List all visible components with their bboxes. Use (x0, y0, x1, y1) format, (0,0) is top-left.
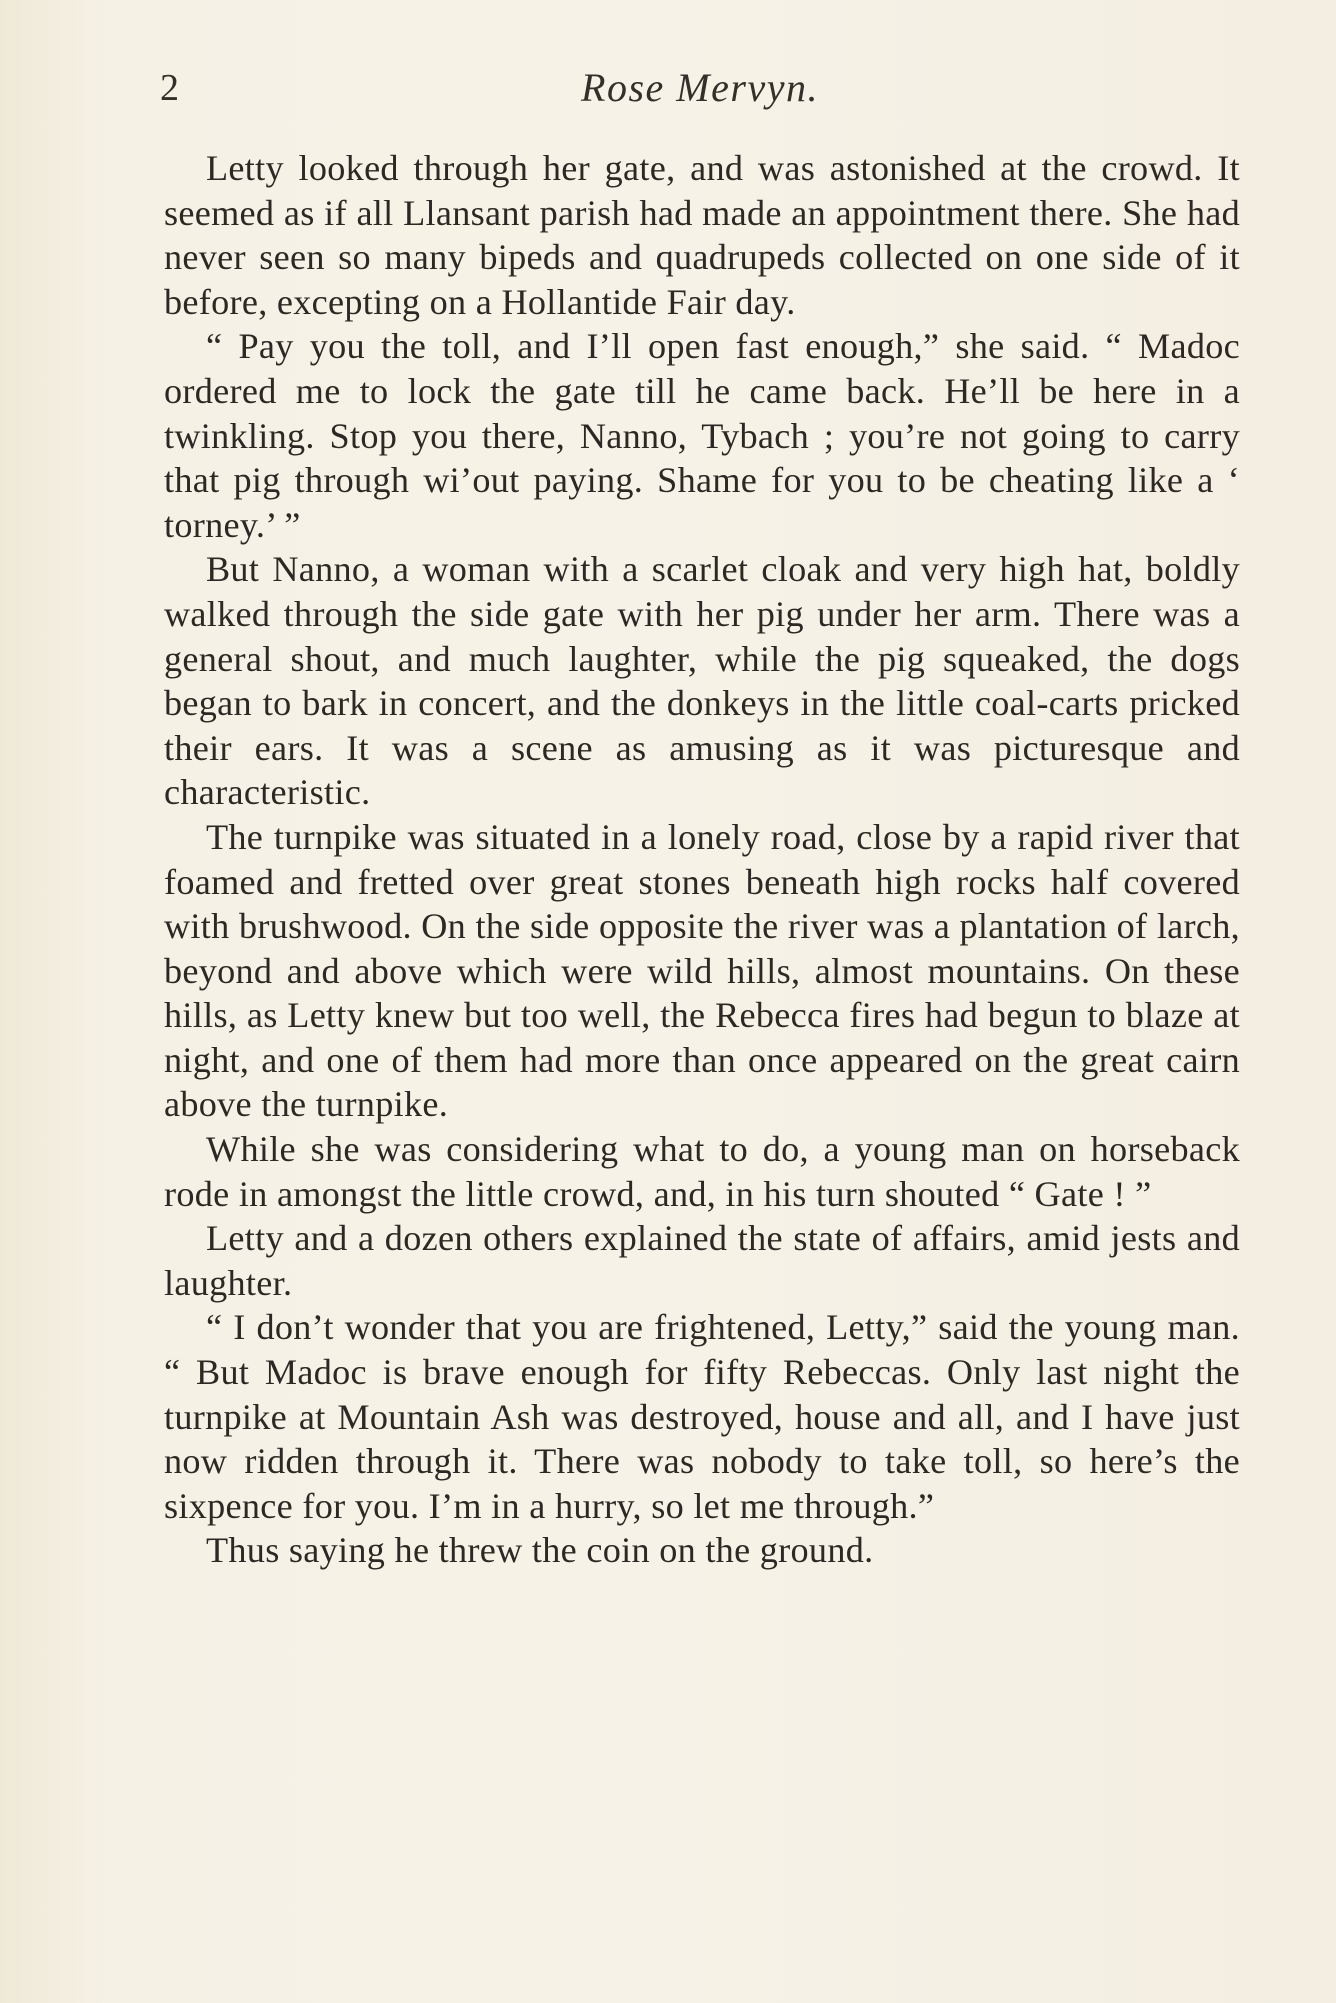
paragraph: While she was considering what to do, a young man on horseback rode in amongst the little crowd, and, in his turn shouted “ Gate ! ” (164, 1129, 1240, 1214)
paragraph: “ I don’t wonder that you are frightened, Letty,” said the young man. “ But Madoc is brave enough for fifty Rebeccas. Only last night the turnpike at Mountain Ash was destroyed, house and all, and I have just now ridden through it. There was nobody to take toll, so here’s the sixpence for you. I’m in a hurry, so let me through.” (164, 1307, 1240, 1526)
page-number: 2 (160, 67, 179, 109)
paragraph: Letty looked through her gate, and was astonished at the crowd. It seemed as if all Llansant parish had made an appointment there. She had never seen so many bipeds and quadrupeds collected on one side of it before, excepting on a Hollantide Fair day. (164, 148, 1240, 322)
paragraph: “ Pay you the toll, and I’ll open fast enough,” she said. “ Madoc ordered me to lock the gate till he came back. He’ll be here in a twinkling. Stop you there, Nanno, Tybach ; you’re not going to carry that pig through wi’out paying. Shame for you to be cheating like a ‘ torney.’ ” (164, 326, 1240, 545)
running-title: Rose Mervyn. (581, 65, 819, 110)
body-text (164, 146, 1240, 1573)
paragraph: Thus saying he threw the coin on the ground. (206, 1530, 874, 1571)
running-head (160, 58, 1240, 118)
paragraph: Letty and a dozen others explained the state of affairs, amid jests and laughter. (164, 1218, 1240, 1303)
paragraph: The turnpike was situated in a lonely road, close by a rapid river that foamed and fretted over great stones beneath high rocks half covered with brushwood. On the side opposite the river was a plantation of larch, beyond and above which were wild hills, almost mountains. On these hills, as Letty knew but too well, the Rebecca fires had begun to blaze at night, and one of them had more than once appeared on the great cairn above the turnpike. (164, 816, 1240, 1125)
paragraph: But Nanno, a woman with a scarlet cloak and very high hat, boldly walked through the side gate with her pig under her arm. There was a general shout, and much laughter, while the pig squeaked, the dogs began to bark in concert, and the donkeys in the little coal-carts pricked their ears. It was a scene as amusing as it was picturesque and characteristic. (164, 549, 1240, 813)
